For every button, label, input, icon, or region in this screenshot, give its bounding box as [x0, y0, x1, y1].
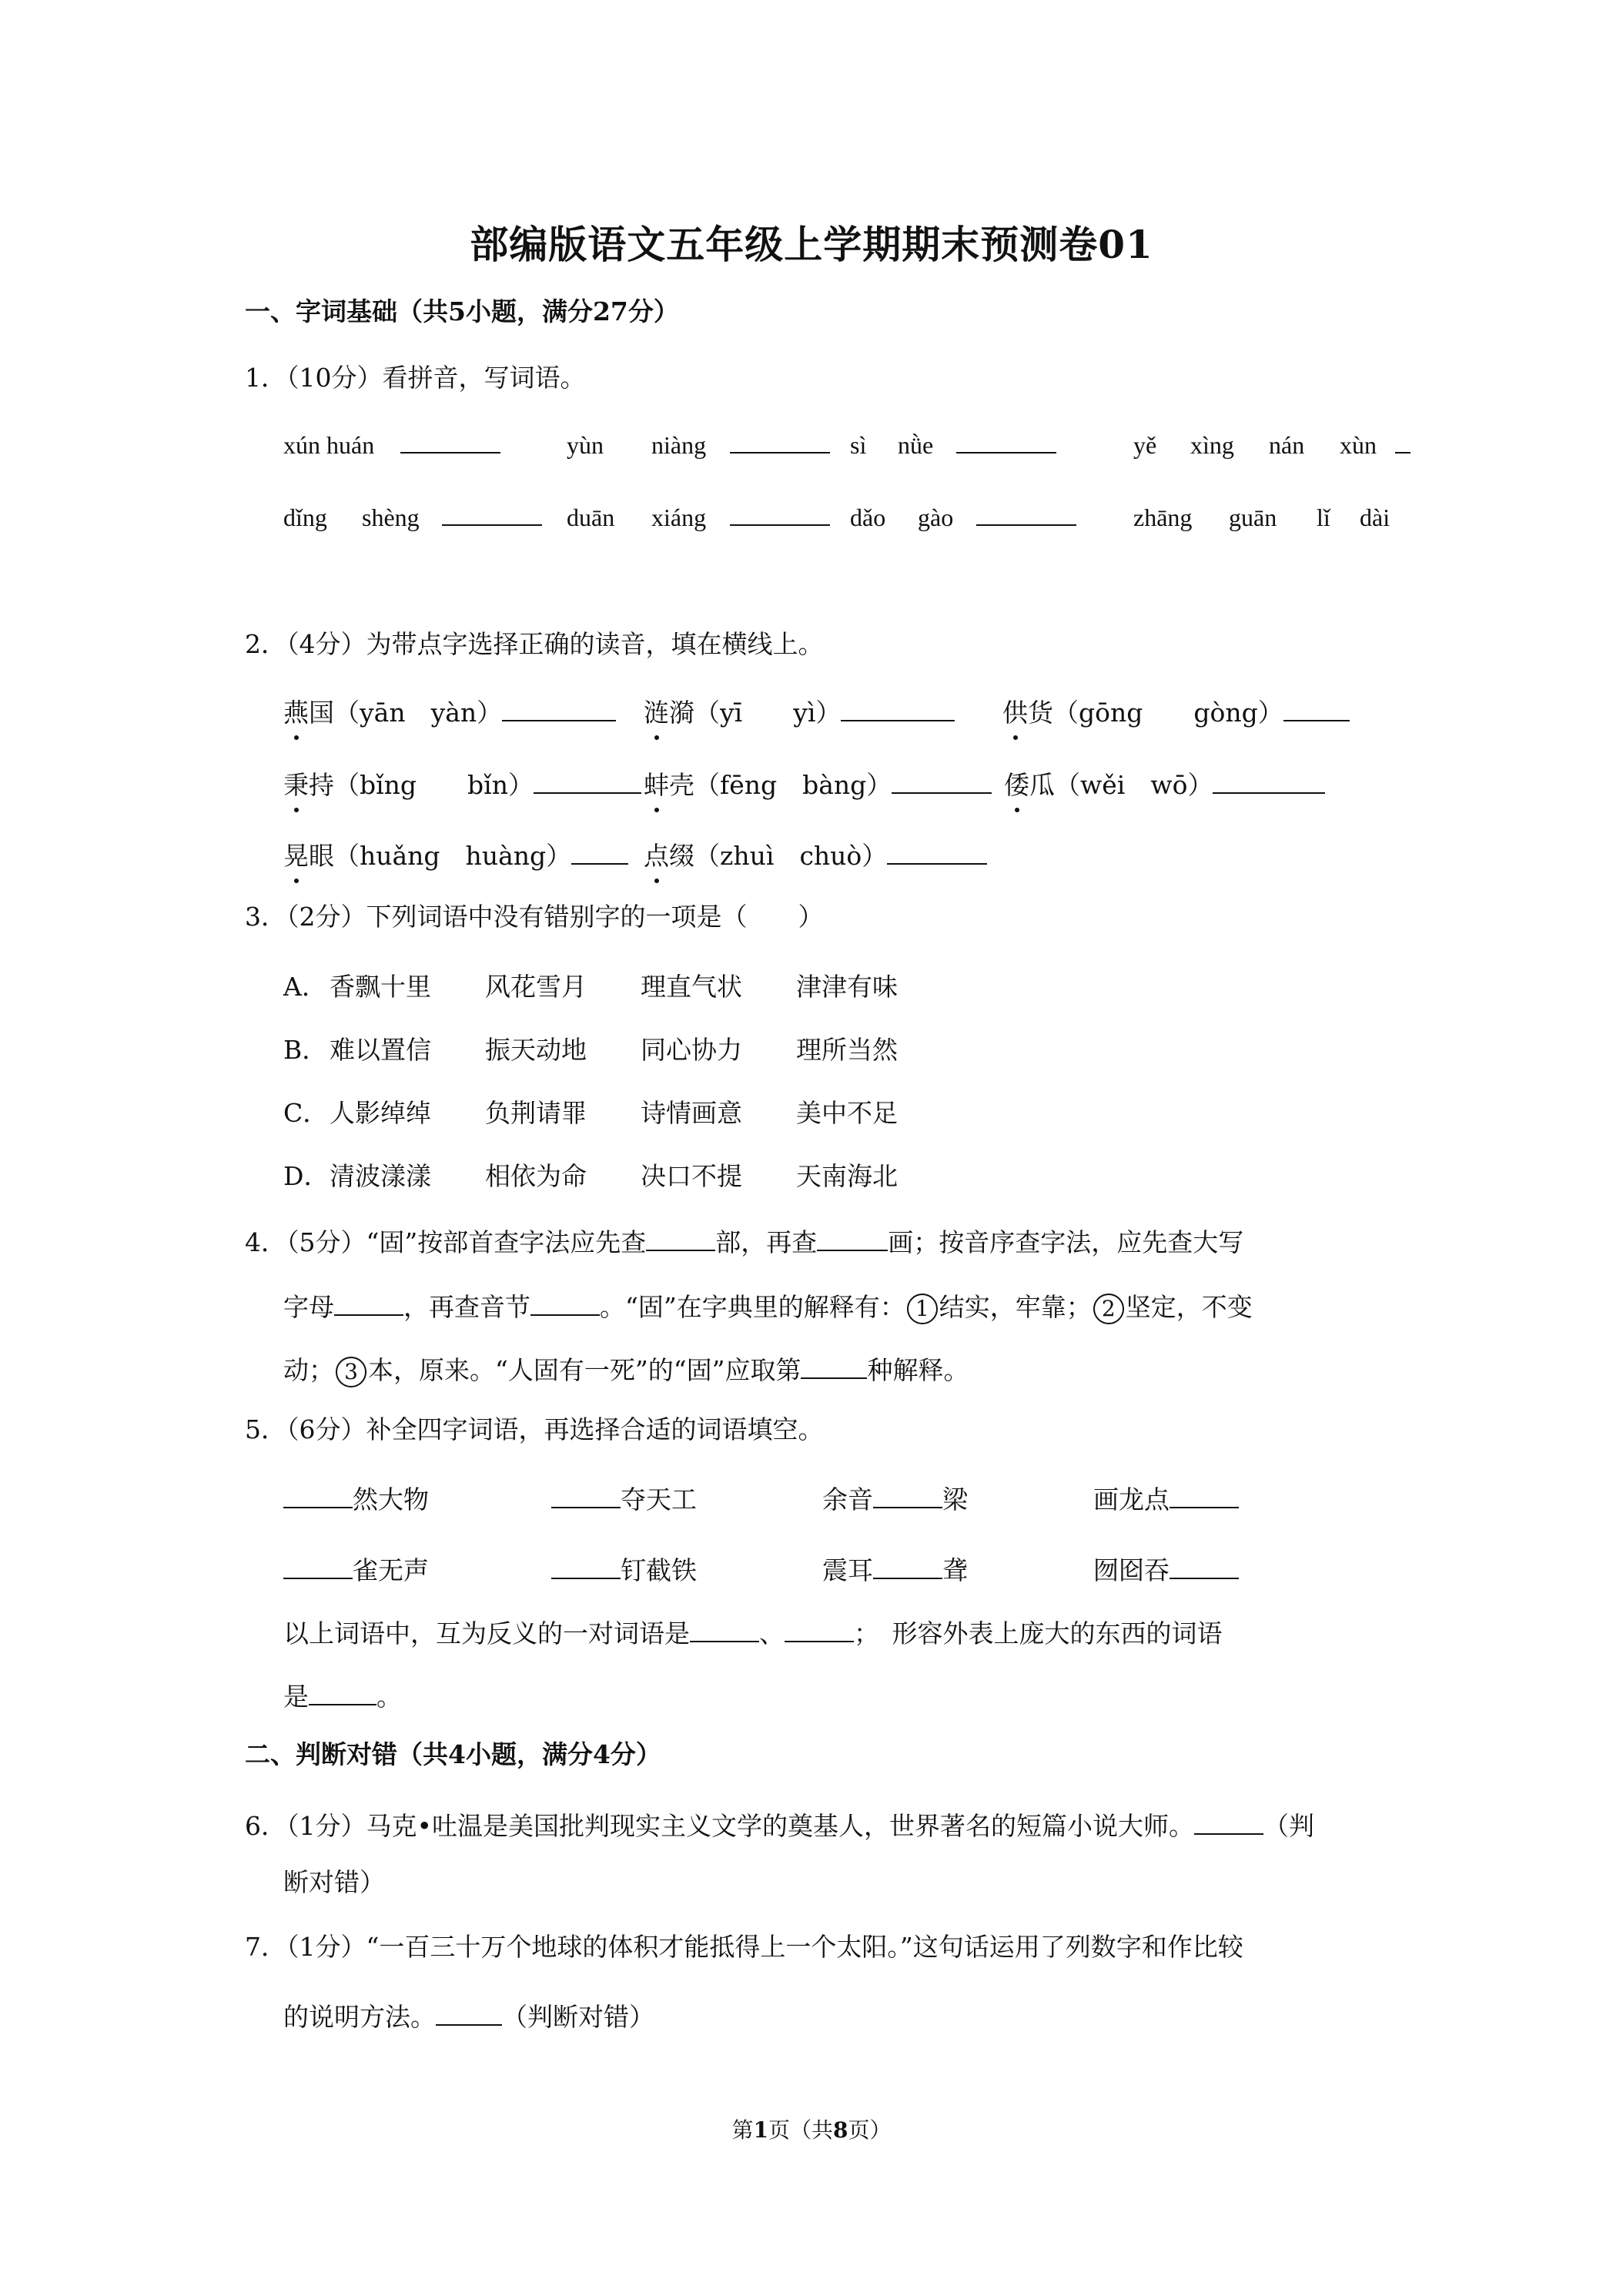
q6-line-1: [245, 1806, 1314, 1842]
text: 、: [759, 1618, 785, 1648]
answer-blank: [1194, 1832, 1263, 1835]
item-text: 眼（huǎng huàng）: [309, 841, 572, 871]
pinyin: dài: [1360, 504, 1390, 531]
option-label: B．: [283, 1035, 328, 1065]
text: 震耳: [822, 1555, 873, 1585]
circled-number: 1: [907, 1294, 938, 1324]
q2-item: [283, 693, 616, 729]
idiom-item: [822, 1480, 968, 1516]
q1-stem: 1．（10分）看拼音，写词语。: [245, 363, 586, 393]
item-text: 瓜（wěi wō）: [1029, 770, 1213, 800]
answer-blank: [400, 431, 500, 460]
answer-blank: [892, 792, 992, 794]
text: 余音: [822, 1484, 873, 1514]
option-word: 负荆请罪: [485, 1098, 587, 1128]
text: 夺天工: [621, 1484, 697, 1514]
circled-number: 2: [1093, 1294, 1124, 1324]
answer-blank: [646, 1249, 715, 1251]
option-word: 风花雪月: [485, 972, 587, 1002]
answer-blank: [534, 792, 641, 794]
page-title: 部编版语文五年级上学期期末预测卷01: [470, 222, 1153, 267]
text: 。“固”在字典里的解释有：: [600, 1292, 905, 1322]
option-word: 清波漾漾: [330, 1161, 431, 1191]
q5-stem: 5．（6分）补全四字词语，再选择合适的词语填空。: [245, 1414, 824, 1444]
text: 部，再查: [715, 1227, 818, 1257]
option-word: 决口不提: [641, 1161, 742, 1191]
pinyin: shèng: [362, 504, 420, 531]
option-word: 理直气状: [641, 972, 742, 1002]
dotted-char: 倭: [1004, 765, 1029, 802]
q4-line-3: [283, 1350, 969, 1387]
answer-blank: [1170, 1506, 1239, 1508]
item-text: 壳（fēng bàng）: [669, 770, 892, 800]
text: 动；: [283, 1355, 334, 1385]
item-text: 持（bǐng bǐn）: [309, 770, 534, 800]
q7-line-2: [283, 1997, 654, 2033]
text: （判: [1263, 1811, 1314, 1841]
q4-line-2: [283, 1287, 1253, 1324]
answer-blank: [817, 1249, 888, 1251]
text: 的说明方法。: [283, 2002, 436, 2032]
idiom-item: [822, 1551, 968, 1587]
q7-line-1: 7．（1分）“一百三十万个地球的体积才能抵得上一个太阳。”这句话运用了列数字和作比较: [245, 1932, 1243, 1962]
item-text: 货（gōng gòng）: [1028, 698, 1283, 728]
option-word: 香飘十里: [330, 972, 431, 1002]
answer-blank: [571, 862, 628, 865]
option-word: 相依为命: [485, 1161, 587, 1191]
answer-blank: [887, 862, 987, 865]
q2-stem: 2．（4分）为带点字选择正确的读音，填在横线上。: [245, 629, 824, 659]
text: 6．（1分）马克•吐温是美国批判现实主义文学的奠基人，世界著名的短篇小说大师。: [245, 1811, 1194, 1841]
pinyin: lǐ: [1317, 504, 1330, 531]
text: 种解释。: [867, 1355, 969, 1385]
answer-blank: [1170, 1577, 1239, 1579]
option-word: 难以置信: [330, 1035, 431, 1065]
dotted-char: 秉: [283, 765, 309, 802]
idiom-item: [283, 1551, 429, 1587]
text: ； 形容外表上庞大的东西的词语: [854, 1618, 1223, 1648]
circled-number: 3: [336, 1357, 366, 1387]
answer-blank: [436, 2023, 502, 2026]
text: ，再查音节: [403, 1292, 530, 1322]
option-word: 诗情画意: [641, 1098, 742, 1128]
text: 梁: [942, 1484, 968, 1514]
pinyin: dǎo: [850, 504, 886, 531]
q2-item: [644, 693, 955, 729]
q3-stem: 3．（2分）下列词语中没有错别字的一项是（ ）: [245, 902, 824, 932]
text: 第: [731, 2117, 754, 2143]
pinyin: zhāng: [1133, 504, 1193, 531]
text: 结实，牢靠；: [939, 1292, 1092, 1322]
answer-blank: [785, 1640, 854, 1642]
text: 聋: [942, 1555, 968, 1585]
answer-blank: [1283, 719, 1350, 721]
dotted-char: 供: [1002, 693, 1028, 729]
text: 本，原来。“人固有一死”的“固”应取第: [368, 1355, 801, 1385]
answer-blank: [976, 504, 1076, 532]
page-number: 1: [753, 2117, 768, 2143]
answer-blank: [730, 504, 830, 532]
idiom-item: [551, 1551, 697, 1587]
text: 囫囵吞: [1093, 1555, 1170, 1585]
dotted-char: 涟: [644, 693, 669, 729]
q2-item: [283, 836, 628, 872]
pinyin: xùn: [1340, 431, 1377, 459]
q2-item: [644, 765, 992, 802]
item-text: 漪（yī yì）: [669, 698, 842, 728]
answer-blank: [873, 1506, 942, 1508]
dotted-char: 晃: [283, 836, 309, 872]
text: 页（共: [768, 2117, 833, 2143]
pinyin: xìng: [1190, 431, 1234, 459]
option-word: 理所当然: [796, 1035, 898, 1065]
pinyin: yùn: [567, 431, 604, 459]
section-header-1: 一、字词基础（共5小题，满分27分）: [245, 296, 679, 326]
answer-blank: [841, 719, 955, 721]
q2-item: [644, 836, 987, 872]
answer-blank: [502, 719, 616, 721]
pinyin: xiáng: [651, 504, 707, 531]
page-total: 8: [833, 2117, 848, 2143]
pinyin: nán: [1269, 431, 1305, 459]
item-text: 国（yān yàn）: [309, 698, 503, 728]
option-word: 同心协力: [641, 1035, 742, 1065]
q4-line-1: [245, 1223, 1243, 1259]
text: 雀无声: [353, 1555, 429, 1585]
dotted-char: 点: [644, 836, 669, 872]
option-word: 美中不足: [796, 1098, 898, 1128]
dotted-char: 蚌: [644, 765, 669, 802]
q2-item: [1004, 765, 1325, 802]
text: 字母: [283, 1292, 334, 1322]
answer-blank: [334, 1314, 403, 1316]
answer-blank: [956, 431, 1056, 460]
text: 然大物: [353, 1484, 429, 1514]
answer-blank: [551, 1506, 621, 1508]
answer-blank: [873, 1577, 942, 1579]
text: 以上词语中，互为反义的一对词语是: [283, 1618, 690, 1648]
idiom-item: [1093, 1480, 1239, 1516]
option-word: 津津有味: [796, 972, 898, 1002]
pinyin: xún huán: [283, 431, 375, 459]
pinyin: gào: [918, 504, 954, 531]
pinyin: duān: [567, 504, 615, 531]
answer-blank: [801, 1377, 867, 1379]
q6-line-2: 断对错）: [283, 1867, 385, 1897]
item-text: 缀（zhuì chuò）: [669, 841, 888, 871]
answer-blank: [551, 1577, 621, 1579]
text: （判断对错）: [502, 2002, 654, 2032]
q5-line-3: [283, 1614, 1223, 1650]
answer-blank: [530, 1314, 600, 1316]
pinyin: yě: [1133, 431, 1157, 459]
answer-blank: [1395, 431, 1411, 460]
dotted-char: 燕: [283, 693, 309, 729]
answer-blank: [283, 1506, 353, 1508]
answer-blank: [309, 1703, 376, 1705]
option-label: C．: [283, 1098, 329, 1128]
text: 页）: [848, 2117, 892, 2143]
pinyin: nǜe: [898, 431, 934, 459]
text: 。: [376, 1682, 402, 1712]
text: 钉截铁: [621, 1555, 697, 1585]
pinyin: niàng: [651, 431, 707, 459]
answer-blank: [283, 1577, 353, 1579]
idiom-item: [551, 1480, 697, 1516]
q5-line-4: [283, 1677, 402, 1713]
option-label: D．: [283, 1161, 330, 1191]
option-word: 人影绰绰: [330, 1098, 431, 1128]
text: 4．（5分）“固”按部首查字法应先查: [245, 1227, 647, 1257]
text: 画龙点: [1093, 1484, 1170, 1514]
answer-blank: [442, 504, 542, 532]
answer-blank: [690, 1640, 759, 1642]
text: 坚定，不变: [1125, 1292, 1253, 1322]
page-footer: [0, 2114, 1623, 2144]
q2-item: [1002, 693, 1350, 729]
pinyin: guān: [1229, 504, 1277, 531]
idiom-item: [1093, 1551, 1239, 1587]
option-word: 天南海北: [796, 1161, 898, 1191]
idiom-item: [283, 1480, 429, 1516]
pinyin: sì: [850, 431, 867, 459]
text: 画；按音序查字法，应先查大写: [888, 1227, 1244, 1257]
q2-item: [283, 765, 641, 802]
option-label: A．: [283, 972, 327, 1002]
option-word: 振天动地: [485, 1035, 587, 1065]
answer-blank: [730, 431, 830, 460]
text: 是: [283, 1682, 309, 1712]
section-header-2: 二、判断对错（共4小题，满分4分）: [245, 1739, 661, 1769]
pinyin: dǐng: [283, 504, 327, 531]
answer-blank: [1213, 792, 1325, 794]
